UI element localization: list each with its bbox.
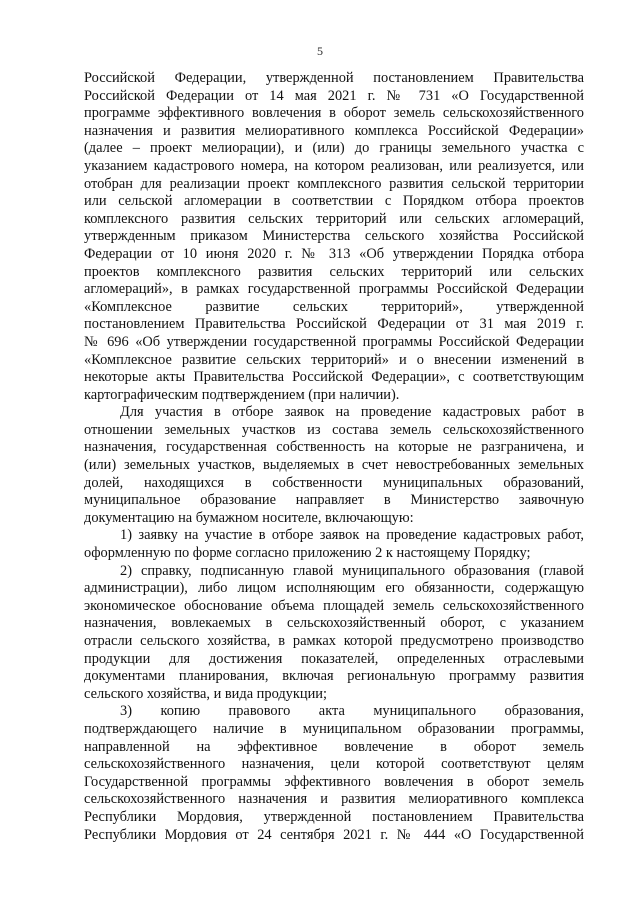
- text-line: картографическим подтверждением (при наличии).: [84, 386, 400, 403]
- text-line: назначения, государственная собственность на которые не разграничена, и: [84, 439, 584, 456]
- document-body: [84, 70, 584, 844]
- text-line: «Комплексное развитие сельских территорий» и о внесении изменений в: [84, 351, 584, 368]
- text-line: муниципальное образование направляет в Министерство заявочную: [84, 492, 584, 509]
- text-line: сельского хозяйства, и вида продукции;: [84, 685, 327, 702]
- text-line: долей, находящихся в собственности муниципальных образований,: [84, 474, 584, 491]
- text-line: Республики Мордовия от 24 сентября 2021 г. № 444 «О Государственной: [84, 826, 584, 843]
- text-line: утвержденным приказом Министерства сельского хозяйства Российской: [84, 228, 584, 245]
- text-line: Российской Федерации от 14 мая 2021 г. № 731 «О Государственной: [84, 87, 584, 104]
- text-line: комплексного развития сельских территорий или сельских агломераций,: [84, 210, 584, 227]
- list-item-2-first-line: 2) справку, подписанную главой муниципального образования (главой: [120, 562, 584, 579]
- text-line: указанием кадастрового номера, на котором реализован, или реализуется, или: [84, 157, 584, 174]
- text-line: или сельской агломерации в соответствии с Порядком отбора проектов: [84, 193, 584, 210]
- text-line: документами планирования, включая региональную программу развития: [84, 668, 584, 685]
- text-line: некоторые акты Правительства Российской Федерации», с соответствующим: [84, 369, 584, 386]
- text-line: Республики Мордовия, утвержденной постановлением Правительства: [84, 808, 584, 825]
- text-line: программе эффективного вовлечения в оборот земель сельскохозяйственного: [84, 105, 584, 122]
- text-line: документацию на бумажном носителе, включающую:: [84, 509, 414, 526]
- text-line: продукции для достижения показателей, определенных отраслевыми: [84, 650, 584, 667]
- text-line: Федерации от 10 июня 2020 г. № 313 «Об утверждении Порядка отбора: [84, 245, 584, 262]
- text-line: оформленную по форме согласно приложению 2 к настоящему Порядку;: [84, 545, 531, 562]
- text-line: «Комплексное развитие сельских территорий», утвержденной: [84, 298, 584, 315]
- text-line: № 696 «Об утверждении государственной программы Российской Федерации: [84, 333, 584, 350]
- text-line: Государственной программы эффективного вовлечения в оборот земель: [84, 773, 584, 790]
- list-item-3-first-line: 3) копию правового акта муниципального образования,: [120, 703, 584, 720]
- text-line: Российской Федерации, утвержденной постановлением Правительства: [84, 70, 584, 86]
- text-line: (или) земельных участков, выделяемых в счет невостребованных земельных: [84, 457, 584, 474]
- text-line: подтверждающего наличие в муниципальном образовании программы,: [84, 720, 584, 737]
- text-line: отношении земельных участков из состава земель сельскохозяйственного: [84, 421, 584, 438]
- text-line: отобран для реализации проект комплексного развития сельской территории: [84, 175, 584, 192]
- text-line: назначения, вовлекаемых в сельскохозяйственный оборот, с указанием: [84, 615, 584, 632]
- text-line: администрации), либо лицом исполняющим его обязанности, содержащую: [84, 580, 584, 597]
- text-line: сельскохозяйственного назначения и развития мелиоративного комплекса: [84, 791, 584, 808]
- text-line: постановлением Правительства Российской Федерации от 31 мая 2019 г.: [84, 316, 584, 333]
- text-line: экономическое обоснование объема площадей земель сельскохозяйственного: [84, 597, 584, 614]
- text-line: агломераций», в рамках государственной программы Российской Федерации: [84, 281, 584, 298]
- text-line: сельскохозяйственного назначения, цели которой соответствуют целям: [84, 756, 584, 773]
- paragraph-first-line: Для участия в отборе заявок на проведение кадастровых работ в: [120, 404, 584, 421]
- text-line: проектов комплексного развития сельских территорий или сельских: [84, 263, 584, 280]
- text-line: назначения и развития мелиоративного комплекса Российской Федерации»: [84, 122, 584, 139]
- text-line: отрасли сельского хозяйства, в рамках которой предусмотрено производство: [84, 633, 584, 649]
- text-line: направленной на эффективное вовлечение в оборот земель: [84, 738, 584, 755]
- text-line: (далее – проект мелиорации), и (или) до границы земельного участка с: [84, 140, 584, 157]
- list-item-1-first-line: 1) заявку на участие в отборе заявок на проведение кадастровых работ,: [120, 527, 584, 544]
- page-number: 5: [317, 44, 323, 58]
